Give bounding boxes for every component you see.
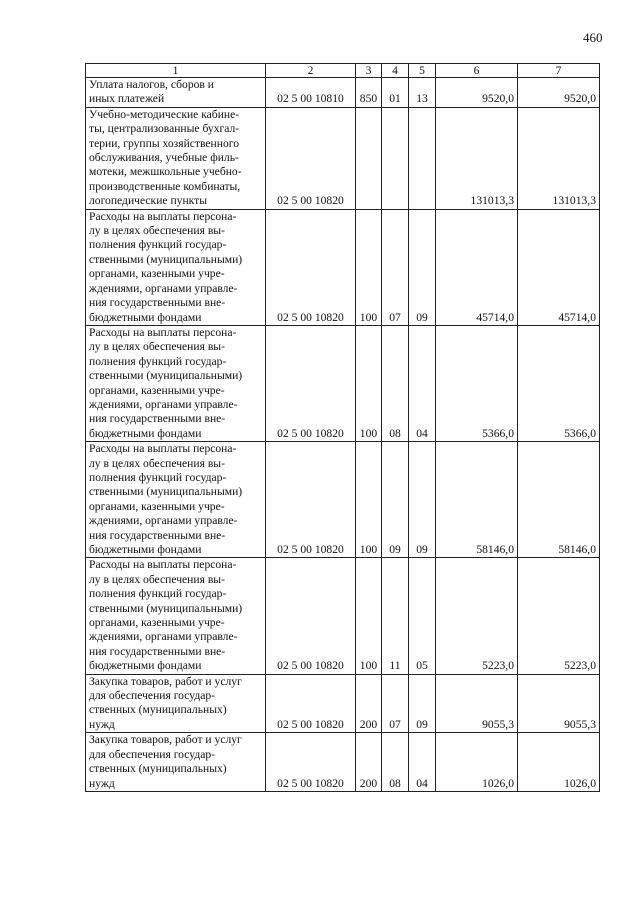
row-col-4: 08	[382, 733, 409, 792]
row-col-6: 5366,0	[436, 325, 518, 441]
description-line: органами, казенными учре-	[89, 499, 225, 513]
row-col-4	[382, 107, 409, 209]
description-line: Учебно-методические кабине-	[89, 107, 240, 121]
description-line: ждениями, органами управле-	[89, 630, 238, 644]
row-code: 02 5 00 10810	[266, 78, 356, 108]
row-description	[86, 733, 266, 792]
description-line: лу в целях обеспечения вы-	[89, 340, 225, 354]
row-code: 02 5 00 10820	[266, 674, 356, 733]
description-line: органами, казенными учре-	[89, 267, 225, 281]
table-row	[86, 325, 600, 441]
row-description	[86, 325, 266, 441]
table-row	[86, 209, 600, 325]
description-line: Закупка товаров, работ и услуг	[89, 733, 242, 747]
row-col-5: 09	[409, 674, 436, 733]
row-col-7: 58146,0	[518, 442, 600, 558]
description-line: логопедические пункты	[89, 194, 207, 208]
table-row	[86, 107, 600, 209]
description-line: бюджетными фондами	[89, 659, 202, 673]
row-col-3: 100	[356, 442, 382, 558]
row-col-3: 100	[356, 209, 382, 325]
description-line: иных платежей	[89, 92, 165, 106]
row-description	[86, 442, 266, 558]
row-col-5: 09	[409, 442, 436, 558]
table-row	[86, 674, 600, 733]
row-description	[86, 107, 266, 209]
budget-table	[85, 63, 600, 792]
row-col-4: 01	[382, 78, 409, 108]
description-line: Расходы на выплаты персона-	[89, 442, 237, 456]
description-line: терии, группы хозяйственного	[89, 136, 240, 150]
row-col-3: 850	[356, 78, 382, 108]
description-line: Расходы на выплаты персона-	[89, 209, 237, 223]
row-col-7: 5366,0	[518, 325, 600, 441]
row-col-6: 58146,0	[436, 442, 518, 558]
description-line: мотеки, межшкольные учебно-	[89, 165, 242, 179]
description-line: органами, казенными учре-	[89, 383, 225, 397]
description-line: бюджетными фондами	[89, 543, 202, 556]
header-col-6: 6	[436, 64, 518, 78]
row-col-5	[409, 107, 436, 209]
row-code: 02 5 00 10820	[266, 209, 356, 325]
row-col-3: 100	[356, 325, 382, 441]
row-col-3: 200	[356, 733, 382, 792]
row-code: 02 5 00 10820	[266, 325, 356, 441]
row-col-6: 131013,3	[436, 107, 518, 209]
description-line: ственными (муниципальными)	[89, 601, 243, 615]
description-line: ственными (муниципальными)	[89, 369, 243, 383]
row-col-4: 09	[382, 442, 409, 558]
table-row	[86, 558, 600, 674]
row-description	[86, 78, 266, 108]
description-line: лу в целях обеспечения вы-	[89, 224, 225, 238]
row-code: 02 5 00 10820	[266, 442, 356, 558]
row-col-7: 5223,0	[518, 558, 600, 674]
table-row	[86, 733, 600, 792]
row-col-7: 131013,3	[518, 107, 600, 209]
row-code: 02 5 00 10820	[266, 107, 356, 209]
row-col-5: 04	[409, 733, 436, 792]
table-row	[86, 78, 600, 108]
row-col-5: 13	[409, 78, 436, 108]
header-col-1: 1	[86, 64, 266, 78]
description-line: лу в целях обеспечения вы-	[89, 456, 225, 470]
row-col-7: 1026,0	[518, 733, 600, 792]
description-line: ния государственными вне-	[89, 644, 226, 658]
description-line: ждениями, органами управле-	[89, 397, 238, 411]
description-line: ственных (муниципальных)	[89, 762, 227, 776]
description-line: обслуживания, учебные филь-	[89, 151, 239, 165]
row-description	[86, 209, 266, 325]
description-line: бюджетными фондами	[89, 310, 202, 324]
row-col-5: 09	[409, 209, 436, 325]
row-col-4: 08	[382, 325, 409, 441]
row-code: 02 5 00 10820	[266, 733, 356, 792]
row-col-6: 9055,3	[436, 674, 518, 733]
description-line: полнения функций государ-	[89, 470, 227, 484]
description-line: полнения функций государ-	[89, 587, 227, 601]
header-col-2: 2	[266, 64, 356, 78]
row-col-3: 100	[356, 558, 382, 674]
page-number: 460	[583, 30, 603, 45]
row-col-5: 04	[409, 325, 436, 441]
row-description	[86, 558, 266, 674]
description-line: органами, казенными учре-	[89, 616, 225, 630]
row-col-6: 5223,0	[436, 558, 518, 674]
row-col-3	[356, 107, 382, 209]
description-line: ния государственными вне-	[89, 528, 226, 542]
description-line: для обеспечения государ-	[89, 747, 216, 761]
description-line: ственных (муниципальных)	[89, 703, 227, 717]
description-line: нужд	[89, 776, 115, 790]
description-line: нужд	[89, 717, 115, 731]
description-line: Закупка товаров, работ и услуг	[89, 674, 242, 688]
description-line: для обеспечения государ-	[89, 689, 216, 703]
description-line: Расходы на выплаты персона-	[89, 558, 237, 572]
description-line: бюджетными фондами	[89, 426, 202, 440]
description-line: ственными (муниципальными)	[89, 485, 243, 499]
row-col-7: 9055,3	[518, 674, 600, 733]
description-line: ния государственными вне-	[89, 412, 226, 426]
header-col-7: 7	[518, 64, 600, 78]
description-line: ния государственными вне-	[89, 296, 226, 310]
header-col-3: 3	[356, 64, 382, 78]
row-col-4: 07	[382, 209, 409, 325]
row-col-6: 1026,0	[436, 733, 518, 792]
row-col-5: 05	[409, 558, 436, 674]
table-row	[86, 442, 600, 558]
row-col-4: 11	[382, 558, 409, 674]
description-line: лу в целях обеспечения вы-	[89, 572, 225, 586]
row-description	[86, 674, 266, 733]
row-col-7: 9520,0	[518, 78, 600, 108]
description-line: производственные комбинаты,	[89, 179, 241, 193]
header-row	[86, 64, 600, 78]
row-code: 02 5 00 10820	[266, 558, 356, 674]
description-line: ждениями, органами управле-	[89, 281, 238, 295]
description-line: ственными (муниципальными)	[89, 252, 243, 266]
description-line: Расходы на выплаты персона-	[89, 325, 237, 339]
description-line: ждениями, органами управле-	[89, 514, 238, 528]
header-col-5: 5	[409, 64, 436, 78]
description-line: Уплата налогов, сборов и	[89, 78, 215, 91]
description-line: полнения функций государ-	[89, 238, 227, 252]
header-col-4: 4	[382, 64, 409, 78]
row-col-3: 200	[356, 674, 382, 733]
row-col-6: 9520,0	[436, 78, 518, 108]
row-col-6: 45714,0	[436, 209, 518, 325]
description-line: полнения функций государ-	[89, 354, 227, 368]
row-col-4: 07	[382, 674, 409, 733]
description-line: ты, централизованные бухгал-	[89, 122, 240, 136]
row-col-7: 45714,0	[518, 209, 600, 325]
